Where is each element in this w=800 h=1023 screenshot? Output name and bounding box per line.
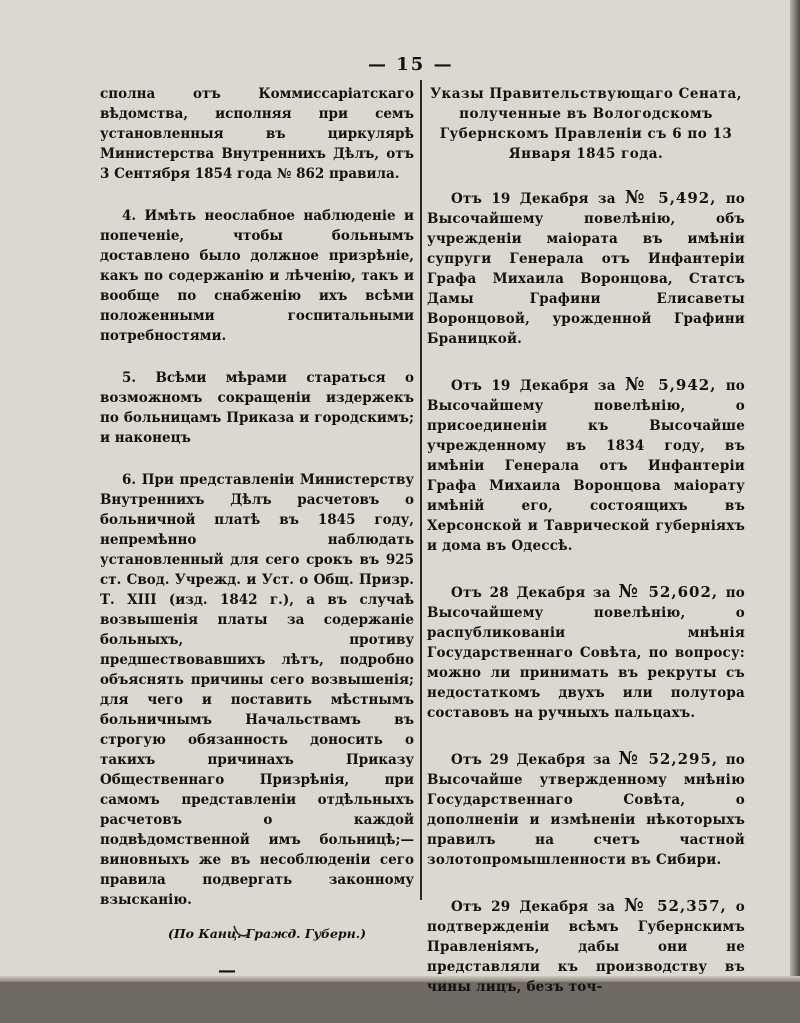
decree-prefix: Отъ 29 Декабря за xyxy=(451,752,611,768)
item-4-paragraph: 4. Имѣть неослабное наблюденіе и попеченіе, чтобы больнымъ доставлено было должное призрѣніе, какъ по содержанію и лѣченію, такъ и вообще по снабженію ихъ всѣми положенными госпитальными потребностями. xyxy=(100,208,414,344)
decree-entry xyxy=(427,375,745,556)
numero-sign: № xyxy=(624,187,650,208)
decree-entry xyxy=(427,582,745,723)
decree-number: 52,602, xyxy=(648,583,719,601)
decree-text: по Высочайшему повелѣнію, о присоединеніи къ Высочайше учрежденному въ 1834 году, въ имѣніи Генерала отъ Инфантеріи Графа Михаила Воронцова маіорату имѣній его, состоящихъ въ Херсонской и Таврической губерніяхъ и дома въ Одессѣ. xyxy=(427,378,746,554)
decree-prefix: Отъ 19 Декабря за xyxy=(451,191,616,207)
decree-number: 52,357, xyxy=(657,897,727,915)
decree-entry xyxy=(427,188,745,349)
page-edge-right xyxy=(790,0,800,982)
decree-text: по Высочайшему повелѣнію, о распубликованіи мнѣнія Государственнаго Совѣта, по вопросу: можно ли принимать въ рекруты съ недостаткомъ двухъ или полутора составовъ на ручныхъ пальцахъ. xyxy=(427,585,746,721)
decree-number: 5,492, xyxy=(658,189,717,207)
source-note: (По Канц. Гражд. Губерн.) xyxy=(167,926,367,941)
end-mark: — xyxy=(218,960,236,981)
item-5-paragraph: 5. Всѣми мѣрами стараться о возможномъ сокращеніи издержекъ по больницамъ Приказа и городскимъ; и наконецъ xyxy=(100,370,414,446)
decree-prefix: Отъ 28 Декабря за xyxy=(451,585,611,601)
decree-prefix: Отъ 29 Декабря за xyxy=(451,899,616,915)
column-divider xyxy=(420,80,422,900)
ink-mark xyxy=(232,922,252,942)
numero-sign: № xyxy=(618,748,641,769)
item-6-paragraph: 6. При представленіи Министерству Внутреннихъ Дѣлъ расчетовъ о больничной платѣ въ 1845 году, непремѣнно наблюдать установленный для сего срокъ въ 925 ст. Свод. Учрежд. и Уст. о Общ. Призр. Т. XIII (изд. 1842 г.), а въ случаѣ возвышенія платы за содержаніе больныхъ, противу предшествовавшихъ лѣтъ, подробно объяснять причины сего возвышенія; для чего и поставить мѣстнымъ больничнымъ Начальствамъ въ строгую обязанность доносить о такихъ причинахъ Приказу Общественнаго Призрѣнія, при самомъ представленіи отдѣльныхъ расчетовъ о каждой подвѣдомственной имъ больницѣ;—виновныхъ же въ несоблюденіи сего правила подвергать законному взысканію. xyxy=(100,472,414,908)
numero-sign: № xyxy=(624,895,649,916)
continuation-paragraph: сполна отъ Коммиссаріатскаго вѣдомства, исполняя при семъ установленныя въ циркулярѣ Министерства Внутреннихъ Дѣлъ, отъ 3 Сентября 1854 года № 862 правила. xyxy=(100,86,414,182)
decree-text: о подтвержденіи всѣмъ Губернскимъ Правленіямъ, дабы они не представляли къ производству въ чины лицъ, безъ точ- xyxy=(427,899,745,995)
numero-sign: № xyxy=(618,581,641,602)
decrees-header: Указы Правительствующаго Сената, полученные въ Вологодскомъ Губернскомъ Правленіи съ 6 по 13 Января 1845 года. xyxy=(430,86,742,162)
decree-number: 52,295, xyxy=(648,750,719,768)
decree-entry xyxy=(427,749,745,870)
decree-text: по Высочайше утвержденному мнѣнію Государственнаго Совѣта, о дополненіи и измѣненіи нѣкоторыхъ правилъ на счетъ частной золотопромышленности въ Сибири. xyxy=(427,752,746,868)
decree-text: по Высочайшему повелѣнію, объ учрежденіи маіората въ имѣніи супруги Генерала отъ Инфантеріи Графа Михаила Воронцова, Статсъ Дамы Графини Елисаветы Воронцовой, урожденной Графини Браницкой. xyxy=(427,191,746,347)
page-number: — 15 — xyxy=(368,54,454,75)
decree-prefix: Отъ 19 Декабря за xyxy=(451,378,616,394)
right-column xyxy=(427,84,745,1023)
decree-entry xyxy=(427,896,745,997)
numero-sign: № xyxy=(624,374,650,395)
left-column xyxy=(100,84,414,980)
decree-number: 5,942, xyxy=(658,376,717,394)
